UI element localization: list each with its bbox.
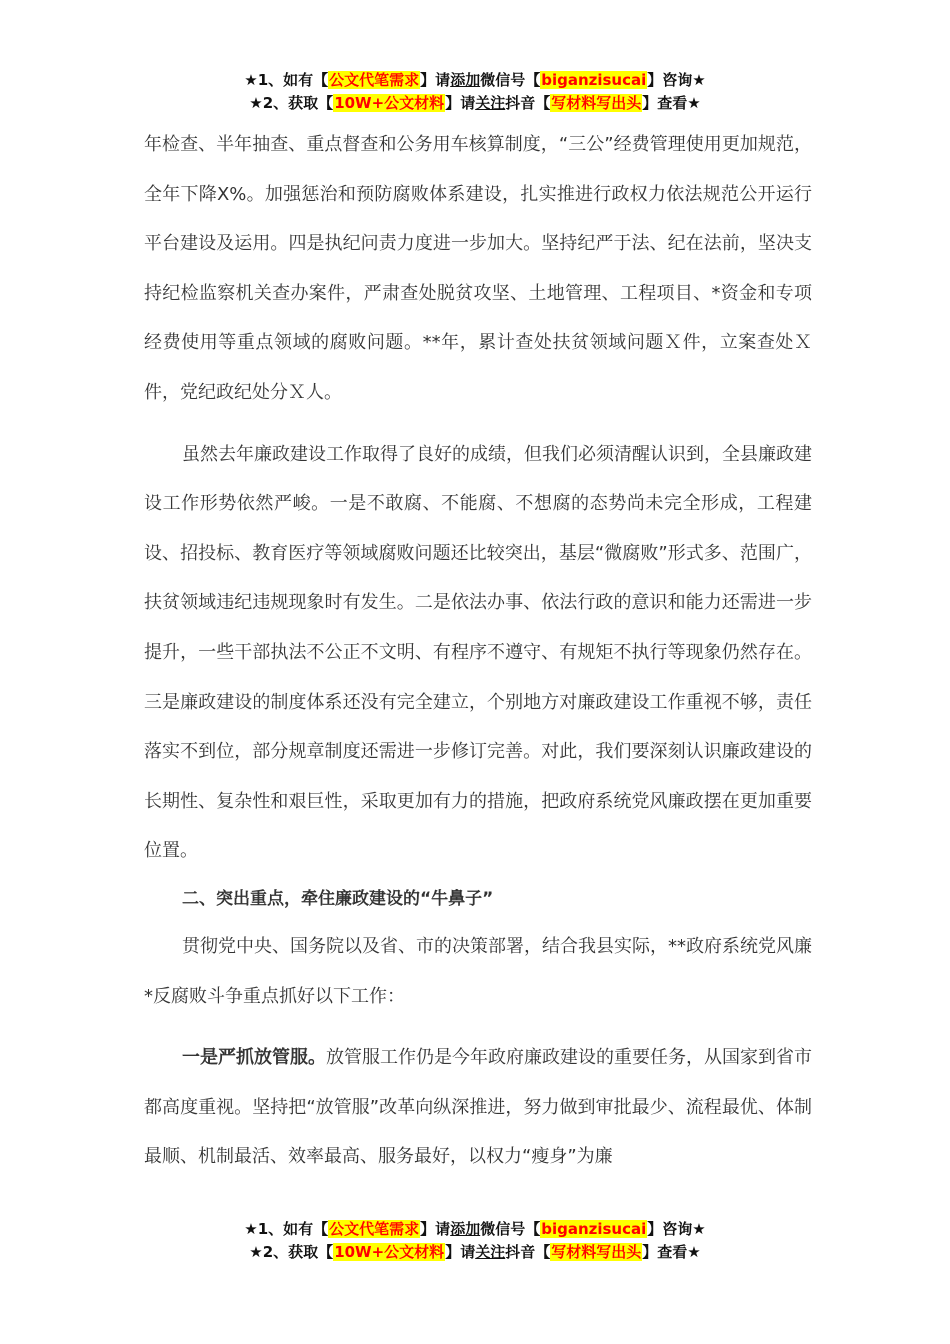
banner-underline: 添加 — [450, 71, 481, 89]
banner-text: 】咨询★ — [647, 1220, 706, 1238]
banner-text: 微信号【 — [480, 1220, 541, 1238]
banner-text: 】请 — [445, 1243, 476, 1261]
banner-text: ★1、如有【 — [244, 1220, 329, 1238]
banner-line-2 — [0, 92, 950, 115]
banner-underline: 关注 — [475, 94, 506, 112]
highlight-douyin-id: 写材料写出头 — [551, 94, 642, 112]
banner-line-1 — [0, 1218, 950, 1241]
banner-underline: 关注 — [475, 1243, 506, 1261]
highlight-service: 公文代笔需求 — [329, 1220, 420, 1238]
banner-line-2 — [0, 1241, 950, 1264]
highlight-douyin-id: 写材料写出头 — [551, 1243, 642, 1261]
banner-text: 】咨询★ — [647, 71, 706, 89]
banner-text: 微信号【 — [480, 71, 541, 89]
paragraph-4-lead: 一是严抓放管服。 — [182, 1047, 326, 1069]
banner-text: ★2、获取【 — [249, 94, 334, 112]
section-heading: 二、突出重点，牵住廉政建设的“牛鼻子” — [182, 888, 494, 909]
footer-banner — [0, 1218, 950, 1264]
banner-text: 抖音【 — [505, 1243, 551, 1261]
banner-text: 抖音【 — [505, 94, 551, 112]
paragraph-4 — [144, 1033, 812, 1182]
paragraph-3: 贯彻党中央、国务院以及省、市的决策部署，结合我县实际，**政府系统党风廉*反腐败斗争重点抓好以下工作： — [144, 935, 812, 1007]
banner-text: 】查看★ — [642, 94, 701, 112]
banner-text: 】请 — [420, 71, 451, 89]
banner-text: ★1、如有【 — [244, 71, 329, 89]
banner-text: 】请 — [445, 94, 476, 112]
document-body — [144, 120, 812, 1182]
banner-line-1 — [0, 69, 950, 92]
highlight-wechat-id: biganzisucai — [541, 1220, 647, 1238]
highlight-wechat-id: biganzisucai — [541, 71, 647, 89]
banner-text: ★2、获取【 — [249, 1243, 334, 1261]
banner-text: 】请 — [420, 1220, 451, 1238]
banner-underline: 添加 — [450, 1220, 481, 1238]
highlight-service: 公文代笔需求 — [329, 71, 420, 89]
paragraph-2: 虽然去年廉政建设工作取得了良好的成绩，但我们必须清醒认识到，全县廉政建设工作形势依然严峻。一是不敢腐、不能腐、不想腐的态势尚未完全形成，工程建设、招投标、教育医疗等领域腐败问题还比较突出，基层“微腐败”形式多、范围广，扶贫领域违纪违规现象时有发生。二是依法办事、依法行政的意识和能力还需进一步提升，一些干部执法不公正不文明、有程序不遵守、有规矩不执行等现象仍然存在。三是廉政建设的制度体系还没有完全建立，个别地方对廉政建设工作重视不够，责任落实不到位，部分规章制度还需进一步修订完善。对此，我们要深刻认识廉政建设的长期性、复杂性和艰巨性，采取更加有力的措施，把政府系统党风廉政摆在更加重要位置。 — [144, 443, 812, 862]
header-banner — [0, 69, 950, 115]
paragraph-4-text: 放管服工作仍是今年政府廉政建设的重要任务，从国家到省市都高度重视。坚持把“放管服”改革向纵深推进，努力做到审批最少、流程最优、体制最顺、机制最活、效率最高、服务最好，以权力“瘦身”为廉 — [144, 1047, 812, 1168]
highlight-materials: 10W+公文材料 — [334, 1243, 445, 1261]
highlight-materials: 10W+公文材料 — [334, 94, 445, 112]
paragraph-1: 年检查、半年抽查、重点督查和公务用车核算制度，“三公”经费管理使用更加规范，全年下降X%。加强惩治和预防腐败体系建设，扎实推进行政权力依法规范公开运行平台建设及运用。四是执纪问责力度进一步加大。坚持纪严于法、纪在法前，坚决支持纪检监察机关查办案件，严肃查处脱贫攻坚、土地管理、工程项目、*资金和专项经费使用等重点领域的腐败问题。**年，累计查处扶贫领域问题Ｘ件，立案查处Ｘ件，党纪政纪处分Ｘ人。 — [144, 134, 812, 403]
banner-text: 】查看★ — [642, 1243, 701, 1261]
